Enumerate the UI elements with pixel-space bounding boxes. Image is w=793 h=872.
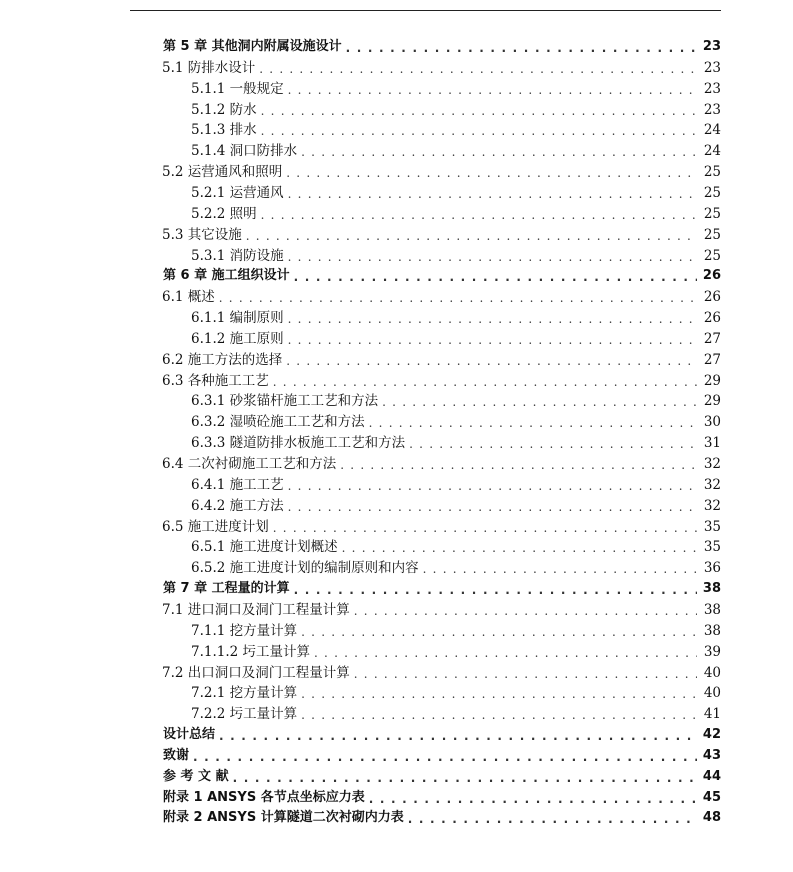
toc-entry-page: 38 — [702, 581, 721, 597]
toc-entry-title: 5.2.1 运营通风 — [191, 184, 284, 201]
toc-entry-title: 6.3 各种施工工艺 — [162, 372, 269, 389]
toc-leader-dots — [294, 582, 697, 598]
toc-entry-page: 32 — [703, 476, 721, 493]
toc-entry-title: 6.5.1 施工进度计划概述 — [191, 539, 338, 556]
toc-entry-page: 41 — [703, 706, 721, 723]
toc-entry[interactable] — [191, 202, 721, 223]
toc-leader-dots — [288, 249, 697, 265]
toc-entry-title: 5.3.1 消防设施 — [191, 247, 284, 264]
toc-entry-title: 6.1 概述 — [162, 289, 215, 306]
toc-entry-page: 32 — [703, 497, 721, 514]
toc-entry[interactable] — [191, 556, 721, 577]
toc-leader-dots — [340, 457, 697, 473]
toc-entry-page: 38 — [703, 622, 721, 639]
toc-entry[interactable] — [163, 786, 721, 807]
toc-entry-title: 5.1.1 一般规定 — [191, 80, 284, 97]
toc-entry-page: 26 — [703, 310, 721, 327]
toc-entry[interactable] — [191, 244, 721, 265]
toc-entry[interactable] — [162, 285, 721, 306]
toc-entry-page: 27 — [703, 330, 721, 347]
toc-entry-page: 31 — [703, 435, 721, 452]
toc-leader-dots — [261, 207, 697, 223]
toc-entry[interactable] — [162, 223, 721, 244]
toc-entry[interactable] — [162, 661, 721, 682]
toc-entry[interactable] — [191, 640, 721, 661]
toc-entry-page: 23 — [702, 39, 721, 54]
toc-entry[interactable] — [163, 35, 721, 56]
toc-entry-page: 25 — [703, 184, 721, 201]
toc-entry-page: 24 — [703, 122, 721, 139]
toc-entry[interactable] — [191, 306, 721, 327]
toc-leader-dots — [301, 144, 697, 160]
toc-leader-dots — [423, 561, 697, 577]
toc-entry-page: 40 — [703, 685, 721, 702]
toc-leader-dots — [369, 791, 697, 807]
toc-entry-page: 26 — [703, 289, 721, 306]
toc-entry-page: 23 — [703, 101, 721, 118]
toc-entry-page: 26 — [702, 268, 721, 284]
toc-entry-page: 38 — [703, 601, 721, 618]
toc-entry-page: 40 — [703, 664, 721, 681]
toc-leader-dots — [369, 415, 697, 431]
toc-entry-title: 第 7 章 工程量的计算 — [163, 581, 290, 597]
toc-entry[interactable] — [191, 619, 721, 640]
toc-entry[interactable] — [191, 681, 721, 702]
toc-leader-dots — [286, 353, 697, 369]
toc-entry[interactable] — [162, 598, 721, 619]
toc-leader-dots — [288, 499, 697, 515]
toc-leader-dots — [288, 332, 697, 348]
toc-leader-dots — [219, 290, 697, 306]
toc-entry[interactable] — [191, 118, 721, 139]
toc-leader-dots — [301, 707, 697, 723]
toc-leader-dots — [408, 811, 697, 827]
toc-entry[interactable] — [163, 264, 721, 285]
toc-leader-dots — [346, 40, 697, 56]
toc-entry-title: 6.3.1 砂浆锚杆施工工艺和方法 — [191, 393, 379, 410]
toc-entry-title: 5.1.3 排水 — [191, 122, 257, 139]
toc-leader-dots — [294, 269, 697, 285]
toc-entry[interactable] — [191, 181, 721, 202]
toc-entry-title: 7.2 出口洞口及洞门工程量计算 — [162, 664, 350, 681]
toc-entry[interactable] — [191, 389, 721, 410]
toc-entry-title: 6.5.2 施工进度计划的编制原则和内容 — [191, 560, 419, 577]
toc-entry-title: 6.1.2 施工原则 — [191, 330, 284, 347]
toc-entry[interactable] — [162, 348, 721, 369]
toc-entry-page: 29 — [703, 393, 721, 410]
toc-entry-title: 7.1.1.2 圬工量计算 — [191, 643, 311, 660]
toc-entry[interactable] — [191, 431, 721, 452]
toc-entry-title: 6.2 施工方法的选择 — [162, 351, 283, 368]
toc-leader-dots — [288, 311, 697, 327]
toc-entry-title: 5.1 防排水设计 — [162, 59, 256, 76]
toc-entry-title: 致谢 — [163, 747, 190, 763]
toc-entry-title: 附录 2 ANSYS 计算隧道二次衬砌内力表 — [163, 810, 404, 826]
toc-entry-page: 25 — [703, 205, 721, 222]
toc-entry-page: 39 — [703, 643, 721, 660]
toc-entry[interactable] — [163, 577, 721, 598]
toc-entry-page: 36 — [703, 560, 721, 577]
toc-entry[interactable] — [163, 765, 721, 786]
toc-leader-dots — [288, 82, 697, 98]
toc-entry[interactable] — [162, 369, 721, 390]
toc-entry-page: 48 — [702, 810, 721, 826]
toc-leader-dots — [261, 123, 697, 139]
toc-entry-page: 25 — [703, 164, 721, 181]
toc-entry[interactable] — [162, 160, 721, 181]
toc-entry-title: 6.4.1 施工工艺 — [191, 476, 284, 493]
toc-entry-page: 25 — [703, 226, 721, 243]
toc-entry[interactable] — [191, 139, 721, 160]
toc-entry-title: 5.1.2 防水 — [191, 101, 257, 118]
toc-entry-page: 43 — [702, 747, 721, 763]
toc-entry-page: 25 — [703, 247, 721, 264]
toc-entry-title: 附录 1 ANSYS 各节点坐标应力表 — [163, 789, 365, 805]
toc-entry-title: 第 6 章 施工组织设计 — [163, 268, 290, 284]
toc-entry-page: 35 — [703, 539, 721, 556]
toc-leader-dots — [382, 394, 697, 410]
toc-entry-page: 45 — [702, 789, 721, 805]
toc-leader-dots — [354, 666, 697, 682]
toc-entry-title: 第 5 章 其他洞内附属设施设计 — [163, 39, 342, 54]
toc-leader-dots — [273, 374, 697, 390]
header-rule — [130, 10, 721, 11]
toc-leader-dots — [288, 478, 697, 494]
toc-entry-page: 24 — [703, 143, 721, 160]
toc-entry-title: 6.3.3 隧道防排水板施工工艺和方法 — [191, 435, 406, 452]
toc-entry-title: 6.4.2 施工方法 — [191, 497, 284, 514]
toc-entry-page: 23 — [703, 80, 721, 97]
toc-entry-page: 32 — [703, 456, 721, 472]
toc-entry[interactable] — [162, 515, 721, 536]
toc-leader-dots — [288, 186, 697, 202]
toc-entry-page: 44 — [702, 768, 721, 784]
toc-entry-title: 5.3 其它设施 — [162, 226, 242, 243]
toc-entry-page: 30 — [703, 414, 721, 431]
toc-entry-title: 7.2.1 挖方量计算 — [191, 685, 298, 702]
toc-leader-dots — [286, 165, 697, 181]
toc-entry[interactable] — [191, 98, 721, 119]
toc-entry[interactable] — [191, 494, 721, 515]
toc-entry-title: 参 考 文 献 — [163, 768, 229, 784]
toc-entry[interactable] — [191, 327, 721, 348]
toc-leader-dots — [233, 770, 697, 786]
toc-entry-title: 设计总结 — [163, 727, 216, 743]
toc-leader-dots — [342, 540, 697, 556]
toc-entry[interactable] — [191, 473, 721, 494]
toc-leader-dots — [301, 686, 697, 702]
toc-leader-dots — [259, 61, 697, 77]
toc-leader-dots — [409, 436, 697, 452]
toc-entry-title: 6.1.1 编制原则 — [191, 310, 284, 327]
toc-entry-title: 6.3.2 湿喷砼施工工艺和方法 — [191, 414, 365, 431]
toc-entry-page: 27 — [703, 351, 721, 368]
toc-entry[interactable] — [163, 744, 721, 765]
toc-entry-page: 23 — [703, 59, 721, 76]
toc-entry-title: 5.1.4 洞口防排水 — [191, 143, 298, 160]
toc-entry[interactable] — [191, 702, 721, 723]
toc-leader-dots — [314, 645, 697, 661]
toc-leader-dots — [219, 728, 697, 744]
toc-leader-dots — [273, 520, 697, 536]
toc-entry-title: 7.1 进口洞口及洞门工程量计算 — [162, 601, 350, 618]
toc-entry-title: 7.2.2 圬工量计算 — [191, 706, 298, 723]
toc-leader-dots — [354, 603, 697, 619]
toc-entry-title: 6.5 施工进度计划 — [162, 518, 269, 535]
toc-leader-dots — [193, 749, 697, 765]
toc-entry[interactable] — [162, 56, 721, 77]
toc-entry-page: 29 — [703, 372, 721, 389]
toc-entry[interactable] — [162, 452, 721, 473]
toc-leader-dots — [246, 228, 697, 244]
toc-entry-title: 7.1.1 挖方量计算 — [191, 622, 298, 639]
toc-entry[interactable] — [163, 723, 721, 744]
toc-entry-title: 5.2.2 照明 — [191, 205, 257, 222]
toc-entry[interactable] — [163, 806, 721, 827]
toc-entry[interactable] — [191, 410, 721, 431]
toc-leader-dots — [261, 103, 697, 119]
toc-entry-page: 35 — [703, 518, 721, 535]
toc-entry-title: 6.4 二次衬砌施工工艺和方法 — [162, 456, 337, 472]
toc-entry-title: 5.2 运营通风和照明 — [162, 164, 283, 181]
toc-entry[interactable] — [191, 535, 721, 556]
toc-leader-dots — [301, 624, 697, 640]
toc-entry[interactable] — [191, 77, 721, 98]
toc-entry-page: 42 — [702, 727, 721, 743]
